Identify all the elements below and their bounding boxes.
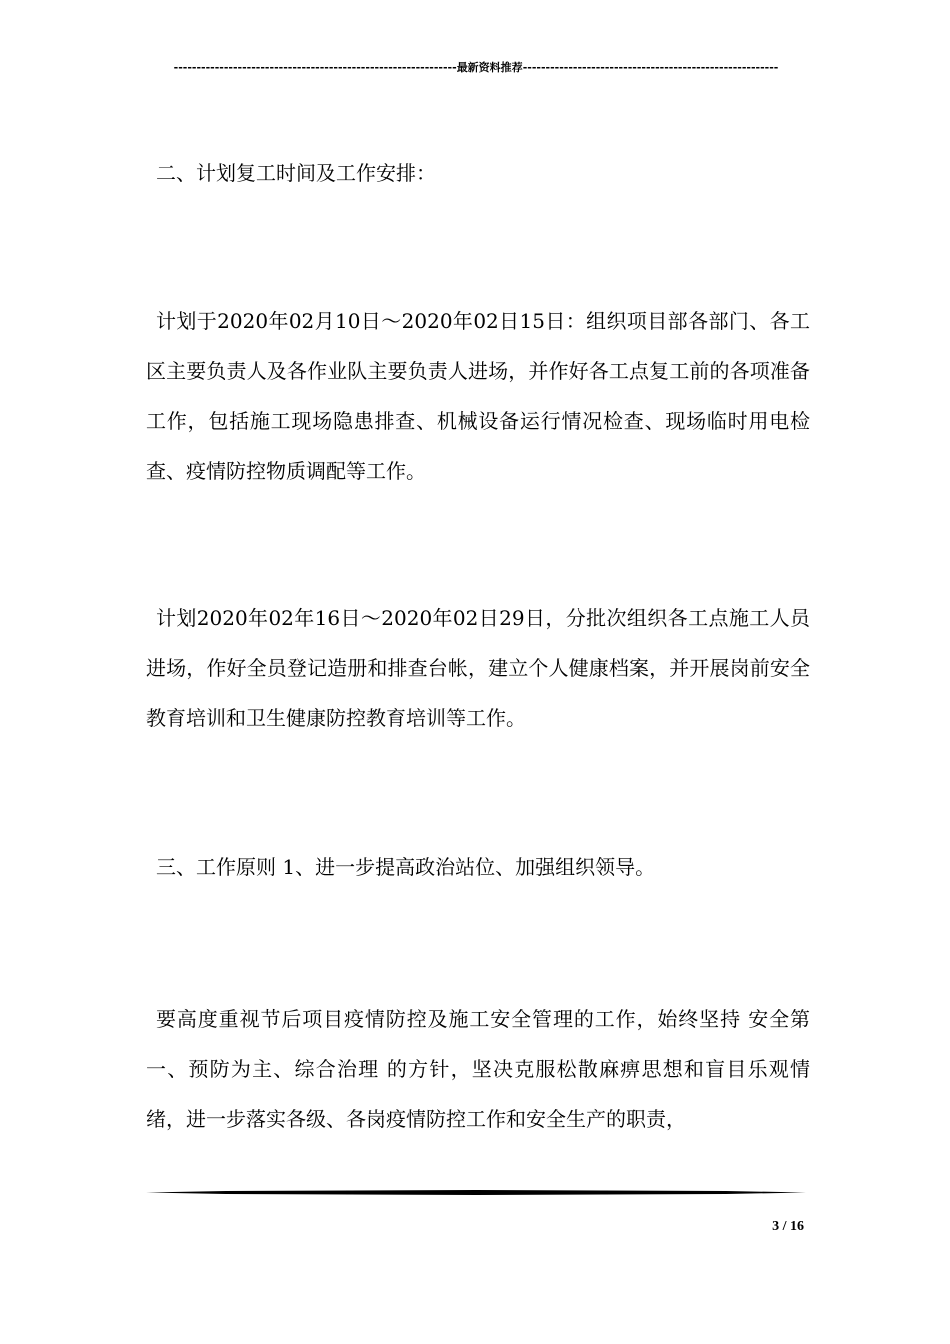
- section-heading-3: 三、工作原则 1、进一步提高政治站位、加强组织领导。: [156, 855, 656, 879]
- header-right-rule: --------------------------------------------------------: [522, 61, 779, 74]
- header-label: 最新资料推荐: [456, 61, 523, 74]
- body-paragraph-2: 计划2020年02年16日～2020年02日29日，分批次组织各工点施工人员进场，作好全员登记造册和排查台帐，建立个人健康档案，并开展岗前安全教育培训和卫生健康防控教育培训等工作。: [146, 606, 810, 730]
- section-heading-2: 二、计划复工时间及工作安排：: [156, 161, 436, 185]
- body-paragraph-3: 要高度重视节后项目疫情防控及施工安全管理的工作，始终坚持 安全第一、预防为主、综合治理 的方针，坚决克服松散麻痹思想和盲目乐观情绪，进一步落实各级、各岗疫情防控工作和安全生产的职责，: [146, 1007, 810, 1131]
- page-header: [146, 58, 806, 78]
- header-left-rule: --------------------------------------------------------------: [173, 61, 457, 74]
- page-number: 3 / 16: [772, 1219, 804, 1234]
- body-paragraph-1: 计划于2020年02月10日～2020年02日15日：组织项目部各部门、各工区主要负责人及各作业队主要负责人进场，并作好各工点复工前的各项准备工作，包括施工现场隐患排查、机械设备运行情况检查、现场临时用电检查、疫情防控物质调配等工作。: [146, 309, 810, 483]
- footer-rule: [146, 1190, 806, 1195]
